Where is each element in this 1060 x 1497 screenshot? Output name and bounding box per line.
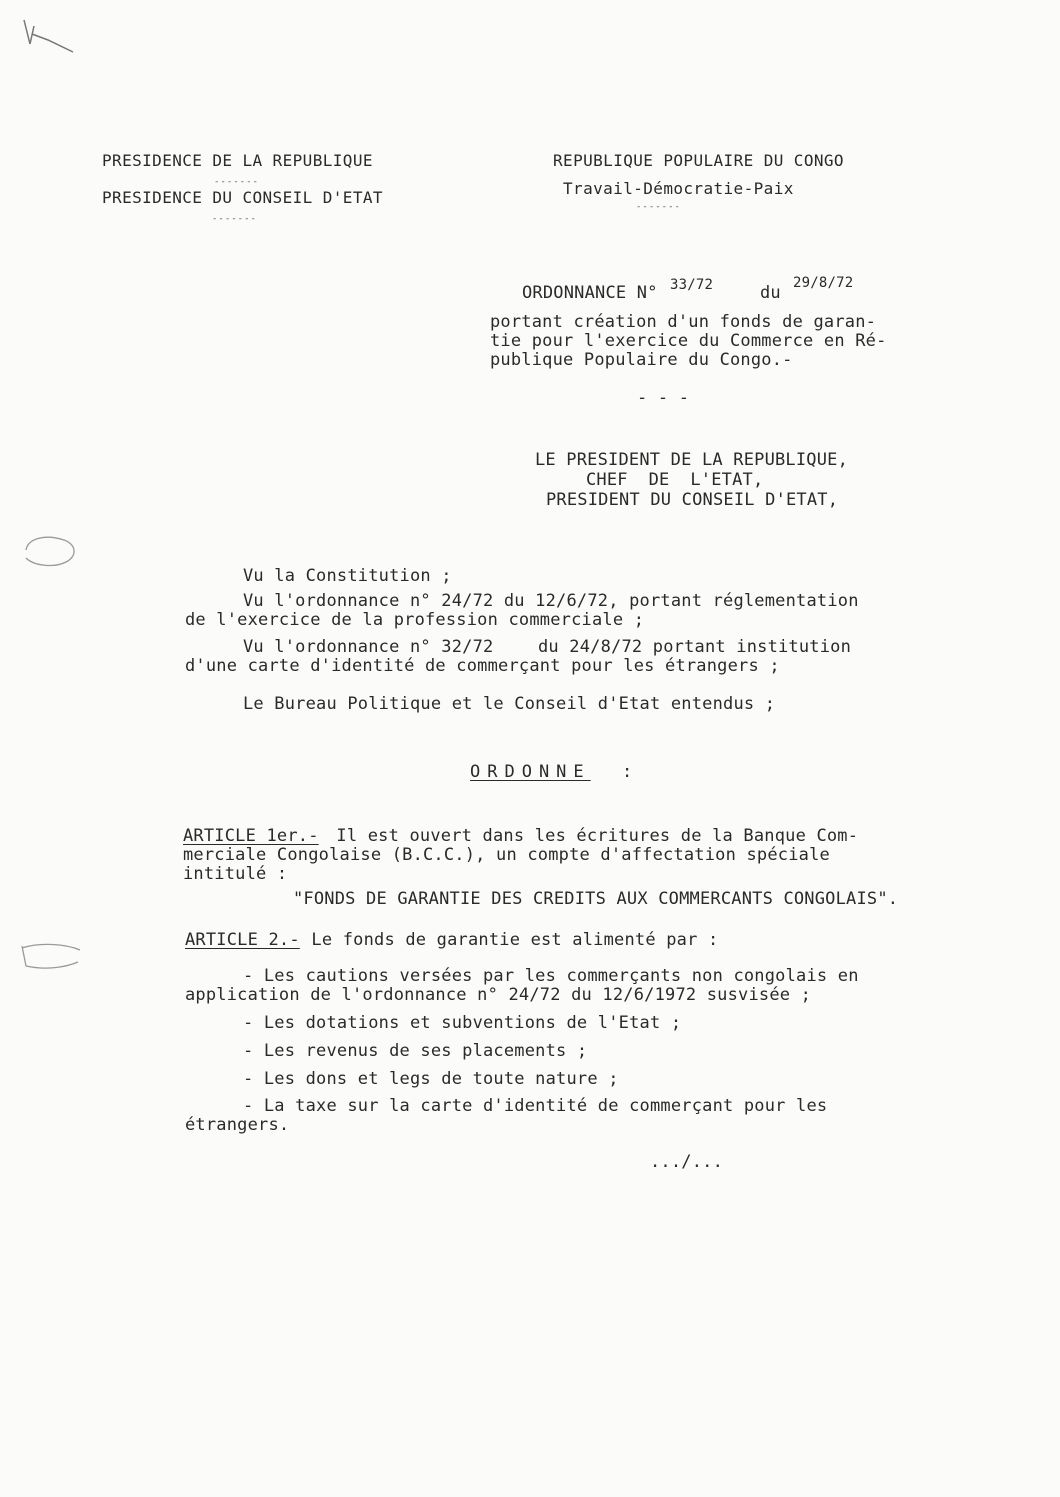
article-2-item-cont: étrangers. bbox=[185, 1115, 290, 1135]
authority-line: PRESIDENT DU CONSEIL D'ETAT, bbox=[546, 490, 839, 510]
ordonne-colon: : bbox=[622, 762, 633, 782]
article-1-text: intitulé : bbox=[183, 864, 288, 884]
visa-ordonnance-32-date: du 24/8/72 portant institution bbox=[538, 637, 852, 657]
article-1-text: Il est ouvert dans les écritures de la Banque Com- bbox=[326, 826, 859, 846]
ordonnance-date: 29/8/72 bbox=[793, 275, 854, 291]
header-devise: Travail-Démocratie-Paix bbox=[563, 179, 794, 198]
ordonnance-du: du bbox=[760, 283, 781, 303]
visa-ordonnance-32: Vu l'ordonnance n° 32/72 bbox=[243, 637, 494, 657]
visa-ordonnance-24-cont: de l'exercice de la profession commerciale ; bbox=[185, 610, 645, 630]
authority-line: LE PRESIDENT DE LA REPUBLIQUE, bbox=[535, 450, 849, 470]
fund-name: "FONDS DE GARANTIE DES CREDITS AUX COMMERCANTS CONGOLAIS". bbox=[293, 889, 899, 909]
ordonne-heading: ORDONNE bbox=[470, 762, 591, 782]
visa-ordonnance-24: Vu l'ordonnance n° 24/72 du 12/6/72, portant réglementation bbox=[243, 591, 859, 611]
page-continuation: .../... bbox=[650, 1152, 724, 1172]
article-1-text: merciale Congolaise (B.C.C.), un compte d'affectation spéciale bbox=[183, 845, 830, 865]
article-2-item: - Les cautions versées par les commerçants non congolais en bbox=[243, 966, 859, 986]
punch-hole-mark bbox=[16, 936, 86, 976]
article-1-label: ARTICLE 1er.- bbox=[183, 826, 319, 846]
corner-scribble bbox=[18, 14, 88, 69]
section-separator: - - - bbox=[637, 388, 690, 408]
header-deco-dash: ------- bbox=[214, 177, 259, 187]
visa-ordonnance-32-cont: d'une carte d'identité de commerçant pour les étrangers ; bbox=[185, 656, 780, 676]
visa-constitution: Vu la Constitution ; bbox=[243, 566, 452, 586]
header-presidence-republique: PRESIDENCE DE LA REPUBLIQUE bbox=[102, 151, 373, 170]
ordonnance-subject-line: publique Populaire du Congo.- bbox=[490, 350, 793, 370]
authority-line: CHEF DE L'ETAT, bbox=[586, 470, 764, 490]
header-deco-dash: ------- bbox=[636, 202, 681, 212]
article-2-item: - Les revenus de ses placements ; bbox=[243, 1041, 588, 1061]
ordonnance-label: ORDONNANCE N° bbox=[522, 283, 658, 303]
visa-bureau-politique: Le Bureau Politique et le Conseil d'Etat entendus ; bbox=[243, 694, 776, 714]
article-2-label: ARTICLE 2.- bbox=[185, 930, 300, 950]
article-2-intro: Le fonds de garantie est alimenté par : bbox=[301, 930, 719, 950]
header-republique-congo: REPUBLIQUE POPULAIRE DU CONGO bbox=[553, 151, 844, 170]
article-2-item: - La taxe sur la carte d'identité de commerçant pour les bbox=[243, 1096, 828, 1116]
punch-hole-mark bbox=[16, 530, 86, 570]
ordonnance-subject-line: portant création d'un fonds de garan- bbox=[490, 312, 877, 332]
article-2-item: - Les dotations et subventions de l'Etat ; bbox=[243, 1013, 682, 1033]
header-deco-dash: ------- bbox=[212, 214, 257, 224]
article-2-item: - Les dons et legs de toute nature ; bbox=[243, 1069, 619, 1089]
header-presidence-conseil: PRESIDENCE DU CONSEIL D'ETAT bbox=[102, 188, 383, 207]
ordonnance-subject-line: tie pour l'exercice du Commerce en Ré- bbox=[490, 331, 887, 351]
ordonnance-number: 33/72 bbox=[670, 277, 714, 293]
article-2-item-cont: application de l'ordonnance n° 24/72 du 12/6/1972 susvisée ; bbox=[185, 985, 812, 1005]
